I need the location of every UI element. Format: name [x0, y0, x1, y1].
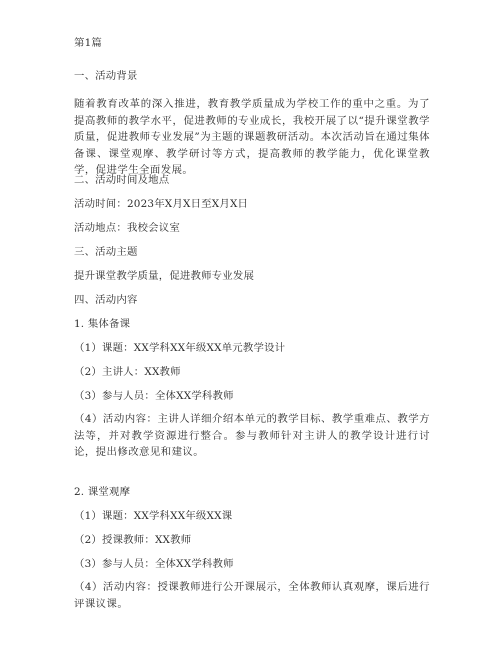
section-heading-theme: 三、活动主题	[74, 246, 138, 258]
page-label: 第1篇	[74, 37, 102, 49]
item2-participants: （3）参与人员：全体XX学科教师	[74, 558, 234, 570]
item1-topic: （1）课题：XX学科XX年级XX单元教学设计	[74, 342, 286, 354]
item2-title: 2. 课堂观摩	[74, 486, 131, 498]
item2-teacher: （2）授课教师：XX教师	[74, 534, 192, 546]
item1-title: 1. 集体备课	[74, 318, 131, 330]
item2-content: （4）活动内容：授课教师进行公开课展示，全体教师认真观摩，课后进行评课议课。	[74, 581, 430, 610]
activity-place: 活动地点：我校会议室	[74, 222, 180, 234]
item1-participants: （3）参与人员：全体XX学科教师	[74, 390, 234, 402]
item1-content: （4）活动内容：主讲人详细介绍本单元的教学目标、教学重难点、教学方法等，并对教学资源进行整合。参与教师针对主讲人的教学设计进行讨论，提出修改意见和建议。	[74, 413, 430, 458]
theme-text: 提升课堂教学质量，促进教师专业发展	[74, 270, 255, 282]
item1-speaker: （2）主讲人：XX教师	[74, 366, 181, 378]
activity-time: 活动时间：2023年X月X日至X月X日	[74, 198, 249, 210]
section-heading-time-place: 二、活动时间及地点	[74, 174, 170, 186]
section-heading-content: 四、活动内容	[74, 294, 138, 306]
background-paragraph: 随着教育改革的深入推进，教育教学质量成为学校工作的重中之重。为了提高教师的教学水平，促进教师的专业成长，我校开展了以“提升课堂教学质量，促进教师专业发展”为主题的课题教研活动。本次活动旨在通过集体备课、课堂观摩、教学研讨等方式，提高教师的教学能力，优化课堂教学，促进学生全面发展。	[74, 98, 430, 176]
item2-topic: （1）课题：XX学科XX年级XX课	[74, 510, 233, 522]
section-heading-background: 一、活动背景	[74, 70, 138, 82]
